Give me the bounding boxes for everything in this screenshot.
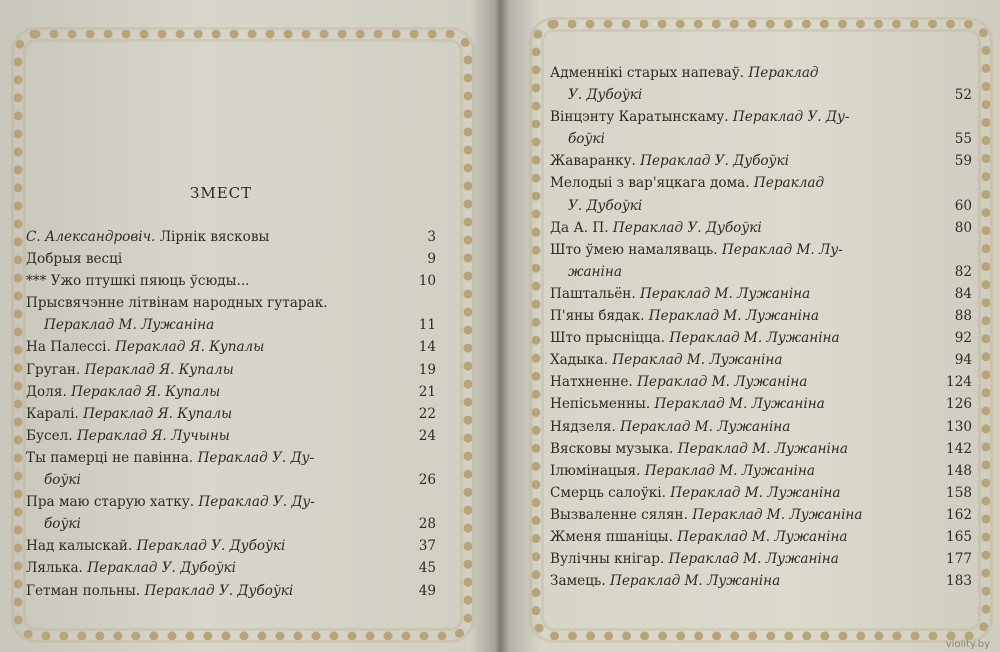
toc-entry [550,526,972,548]
entry-translator: Пераклад У. Ду- [198,494,315,511]
entry-translator-continued: боўкі [44,516,81,533]
entry-title: Гетман польны. [26,582,141,599]
toc-entry [26,447,436,491]
entry-page-number: 92 [954,330,972,347]
entry-title: Ты памерці не павінна. [26,449,194,466]
entry-translator: Пераклад Я. Купалы [84,361,234,378]
entry-translator: Пераклад У. Ду- [197,449,315,466]
entry-translator: Пераклад М. Лужаніна [640,285,811,302]
entry-page-number: 124 [946,374,972,391]
entry-translator: Пераклад У. Дубоўкі [87,560,236,577]
toc-entry [26,381,436,403]
entry-title: Жаваранку. [550,153,636,170]
toc-entry [550,239,972,283]
entry-translator: Пераклад М. Лужаніна [677,528,848,545]
toc-entry [26,403,436,425]
entry-title: Натхненне. [550,374,633,391]
entry-page-number: 3 [427,229,436,245]
entry-title: Адменнікі старых напеваў. [550,65,745,81]
toc-entry [550,393,972,415]
entry-translator: Пераклад М. Лужаніна [620,418,791,435]
entry-translator: Пераклад Я. Купалы [71,383,221,400]
entry-page-number: 177 [946,551,972,568]
entry-title: Вулічны кнігар. [550,551,665,568]
toc-entry [26,557,436,579]
entry-translator: Пераклад У. Дубоўкі [136,538,286,555]
toc-entry [26,336,436,358]
entry-page-number: 11 [418,317,436,334]
entry-page-number: 49 [418,582,436,599]
entry-title: Лялька. [26,560,83,577]
entry-page-number: 84 [954,285,972,302]
entry-title: Прысвячэнне літвінам народных гутарак. [26,295,328,312]
entry-translator: Пераклад М. Лу- [721,241,843,258]
entry-title: Вінцэнту Каратынскаму. [550,109,729,126]
entry-translator: Пераклад [753,175,825,192]
entry-translator: Пераклад М. Лужаніна [669,330,840,347]
entry-title: Што прысніцца. [550,330,666,347]
entry-page-number: 183 [946,573,972,590]
toc-entry [26,491,436,535]
entry-page-number: 37 [418,538,436,555]
toc-entry [26,226,436,248]
toc-entry [550,460,972,482]
entry-page-number: 60 [954,197,972,214]
toc-entry [550,62,972,106]
entry-page-number: 10 [418,273,436,290]
entry-translator: Пераклад М. Лужаніна [692,506,863,523]
entry-title: П'яны бядак. [550,308,645,325]
right-page [508,0,1000,652]
entry-title: Ілюмінацыя. [550,462,641,479]
watermark: violity.by [945,639,990,650]
entry-title: Замець. [550,573,606,590]
entry-title: Што ўмею намаляваць. [550,241,718,258]
entry-translator: Пераклад М. Лужаніна [670,484,841,501]
entry-translator-continued: боўкі [568,131,605,148]
entry-translator: Пераклад М. Лужаніна [654,396,825,413]
entry-translator-continued: Пераклад М. Лужаніна [44,317,215,334]
toc-entry [26,359,436,381]
entry-translator: Пераклад У. Ду- [732,109,850,126]
entry-title: Вясковы музыка. [550,440,674,457]
entry-page-number: 126 [946,396,972,413]
entry-page-number: 26 [418,472,436,489]
toc-entry [550,416,972,438]
entry-translator: Пераклад М. Лужаніна [644,462,815,479]
entry-title: Доля. [26,383,67,400]
toc-entry [550,371,972,393]
left-page [0,0,490,652]
toc-entry [550,150,972,172]
entry-title: Пра маю старую хатку. [26,494,195,511]
entry-translator: Пераклад Я. Лучыны [76,427,230,444]
entry-title: Смерць салоўкі. [550,484,666,501]
entry-translator: Пераклад У. Дубоўкі [612,219,762,236]
entry-page-number: 94 [954,352,972,369]
entry-translator: Пераклад М. Лужаніна [677,440,848,457]
entry-translator-continued: боўкі [44,472,81,489]
entry-title: Добрыя весці [26,251,123,268]
entry-translator: Пераклад Я. Купалы [115,339,265,356]
entry-title: Паштальён. [550,285,636,302]
entry-title: Груган. [26,361,81,378]
entry-title: *** Ужо птушкі пяюць ўсюды... [26,273,250,290]
entry-title: Бусел. [26,427,73,444]
toc-entry [26,292,436,336]
toc-entry [550,482,972,504]
toc-entry [26,425,436,447]
entry-translator: Пераклад У. Дубоўкі [144,582,294,599]
toc-entry [550,172,972,216]
toc-heading: ЗМЕСТ [190,184,253,202]
entry-page-number: 52 [954,87,972,104]
entry-page-number: 162 [946,506,972,523]
toc-entry [550,548,972,570]
toc-entry [550,504,972,526]
toc-entry [550,349,972,371]
entry-title: Вызваленне сялян. [550,506,688,523]
toc-entry [550,305,972,327]
entry-page-number: 14 [418,339,436,356]
entry-page-number: 9 [427,251,436,268]
entry-translator-continued: У. Дубоўкі [568,87,643,104]
toc-entry [550,106,972,150]
entry-page-number: 82 [954,263,972,280]
entry-author: С. Александровіч. [26,229,156,245]
entry-page-number: 55 [954,131,972,148]
entry-page-number: 24 [418,427,436,444]
toc-entry [550,283,972,305]
toc-entry [550,327,972,349]
entry-page-number: 59 [954,153,972,170]
toc-list-right [550,62,972,592]
entry-translator: Пераклад У. Дубоўкі [640,153,789,170]
entry-translator-continued: жаніна [568,263,622,280]
entry-translator: Пераклад [748,65,819,81]
entry-translator: Пераклад М. Лужаніна [612,352,783,369]
entry-title: Жменя пшаніцы. [550,528,673,545]
entry-page-number: 130 [946,418,972,435]
entry-translator: Пераклад Я. Купалы [83,405,233,422]
entry-page-number: 22 [418,405,436,422]
entry-page-number: 80 [954,219,972,236]
entry-translator: Пераклад М. Лужаніна [648,308,819,325]
entry-page-number: 21 [418,383,436,400]
entry-translator-continued: У. Дубоўкі [568,197,643,214]
toc-entry [26,248,436,270]
toc-entry [550,217,972,239]
toc-entry [26,535,436,557]
toc-entry [550,570,972,592]
entry-translator: Пераклад М. Лужаніна [668,551,839,568]
entry-title: Лірнік вясковы [159,229,270,245]
entry-title: Каралі. [26,405,79,422]
entry-title: Мелодыі з вар'яцкага дома. [550,175,750,192]
entry-title: Непісьменны. [550,396,651,413]
toc-entry [26,270,436,292]
entry-title: Над калыскай. [26,538,133,555]
entry-page-number: 45 [418,560,436,577]
entry-page-number: 88 [954,308,972,325]
entry-page-number: 142 [946,440,972,457]
entry-title: Хадыка. [550,352,608,369]
entry-translator: Пераклад М. Лужаніна [609,573,781,590]
entry-page-number: 28 [418,516,436,533]
entry-page-number: 158 [946,484,972,501]
entry-title: Да А. П. [550,219,609,236]
entry-title: На Палессі. [26,339,111,356]
entry-page-number: 165 [946,528,972,545]
entry-translator: Пераклад М. Лужаніна [637,374,808,391]
toc-entry [26,580,436,602]
toc-entry [550,438,972,460]
entry-title: Нядзеля. [550,418,616,435]
entry-page-number: 148 [946,462,972,479]
toc-list-left [26,226,436,602]
entry-page-number: 19 [418,361,436,378]
